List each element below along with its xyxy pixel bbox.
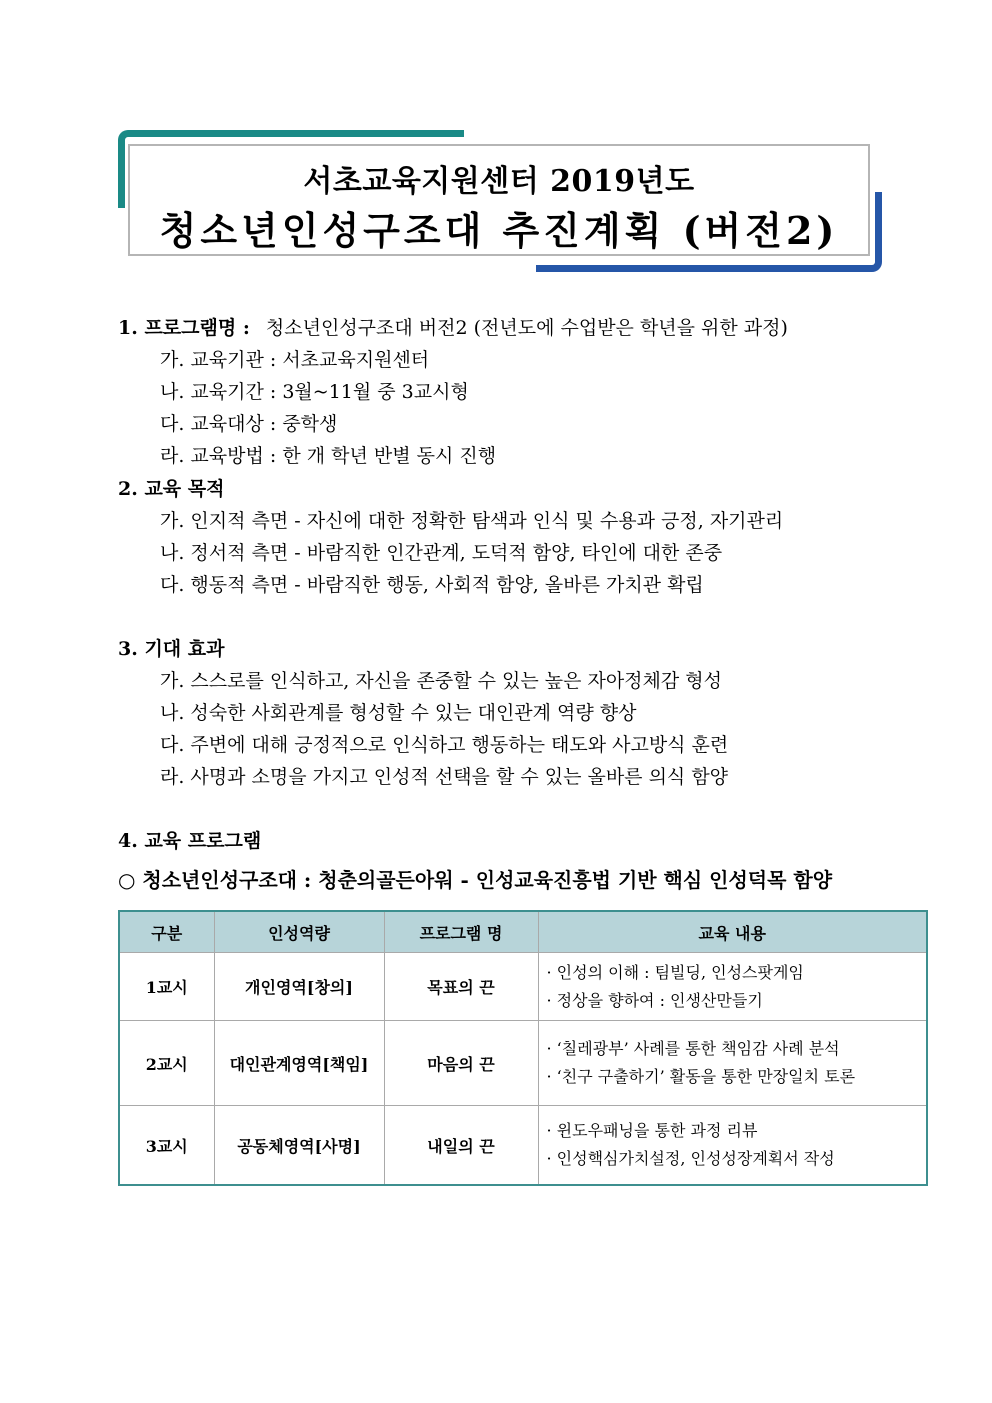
content-item: · 윈도우패닝을 통한 과정 리뷰 bbox=[546, 1121, 758, 1140]
program-name: 청소년인성구조대 버전2 (전년도에 수업받은 학년을 위한 과정) bbox=[265, 317, 788, 339]
cell-competency: 대인관계영역[책임] bbox=[214, 1021, 384, 1106]
content-item: · ‘칠레광부’ 사례를 통한 책임감 사례 분석 bbox=[546, 1039, 840, 1058]
cell-contents bbox=[538, 1106, 927, 1186]
table-row bbox=[119, 1106, 927, 1186]
header-period: 구분 bbox=[119, 911, 214, 953]
cell-program: 목표의 끈 bbox=[384, 953, 538, 1021]
title-line-2: 청소년인성구조대 추진계획 (버전2) bbox=[159, 208, 839, 253]
table-header-row bbox=[119, 911, 927, 953]
program-subtitle: ○ 청소년인성구조대 : 청춘의골든아워 - 인성교육진흥법 기반 핵심 인성덕목 함양 bbox=[118, 868, 833, 892]
content-item: · 인성의 이해 : 팀빌딩, 인성스팟게임 bbox=[546, 962, 804, 982]
header-competency: 인성역량 bbox=[214, 911, 384, 953]
cell-competency: 공동체영역[사명] bbox=[214, 1106, 384, 1186]
header-contents: 교육 내용 bbox=[538, 911, 927, 953]
cell-program: 마음의 끈 bbox=[384, 1021, 538, 1106]
section-4-heading: 4. 교육 프로그램 bbox=[118, 830, 262, 852]
section-3-item: 가. 스스로를 인식하고, 자신을 존중할 수 있는 높은 자아정체감 형성 bbox=[160, 670, 722, 692]
section-3-item: 다. 주변에 대해 긍정적으로 인식하고 행동하는 태도와 사고방식 훈련 bbox=[160, 734, 729, 756]
section-1-item: 라. 교육방법 : 한 개 학년 반별 동시 진행 bbox=[160, 445, 497, 467]
section-2-item: 다. 행동적 측면 - 바람직한 행동, 사회적 함양, 올바른 가치관 확립 bbox=[160, 574, 704, 596]
section-2-item: 가. 인지적 측면 - 자신에 대한 정확한 탐색과 인식 및 수용과 긍정, 자기관리 bbox=[160, 510, 784, 532]
section-1-heading: 1. 프로그램명 : bbox=[118, 317, 250, 339]
section-1-item: 다. 교육대상 : 중학생 bbox=[160, 413, 338, 435]
content-item: · 정상을 향하여 : 인생산만들기 bbox=[546, 990, 763, 1010]
cell-period: 3교시 bbox=[119, 1106, 214, 1186]
cell-program: 내일의 끈 bbox=[384, 1106, 538, 1186]
section-3-item: 라. 사명과 소명을 가지고 인성적 선택을 할 수 있는 올바른 의식 함양 bbox=[160, 766, 729, 788]
cell-contents bbox=[538, 1021, 927, 1106]
section-2-heading: 2. 교육 목적 bbox=[118, 478, 225, 500]
cell-competency: 개인영역[창의] bbox=[214, 953, 384, 1021]
section-1-item: 나. 교육기간 : 3월~11월 중 3교시형 bbox=[160, 381, 469, 403]
program-table bbox=[118, 910, 928, 1186]
section-1-heading-line bbox=[118, 316, 788, 340]
content-item: · 인성핵심가치설정, 인성성장계획서 작성 bbox=[546, 1149, 835, 1168]
section-1-item: 가. 교육기관 : 서초교육지원센터 bbox=[160, 349, 430, 371]
table-row bbox=[119, 1021, 927, 1106]
section-3-heading: 3. 기대 효과 bbox=[118, 638, 225, 660]
header-program: 프로그램 명 bbox=[384, 911, 538, 953]
section-2-item: 나. 정서적 측면 - 바람직한 인간관계, 도덕적 함양, 타인에 대한 존중 bbox=[160, 542, 723, 564]
cell-period: 1교시 bbox=[119, 953, 214, 1021]
title-line-1: 서초교육지원센터 2019년도 bbox=[303, 164, 695, 199]
section-3-item: 나. 성숙한 사회관계를 형성할 수 있는 대인관계 역량 향상 bbox=[160, 702, 637, 724]
table-row bbox=[119, 953, 927, 1021]
cell-contents bbox=[538, 953, 927, 1021]
title-banner bbox=[118, 130, 882, 272]
cell-period: 2교시 bbox=[119, 1021, 214, 1106]
content-item: · ‘친구 구출하기’ 활동을 통한 만장일치 토론 bbox=[546, 1067, 856, 1086]
title-box bbox=[128, 144, 870, 256]
